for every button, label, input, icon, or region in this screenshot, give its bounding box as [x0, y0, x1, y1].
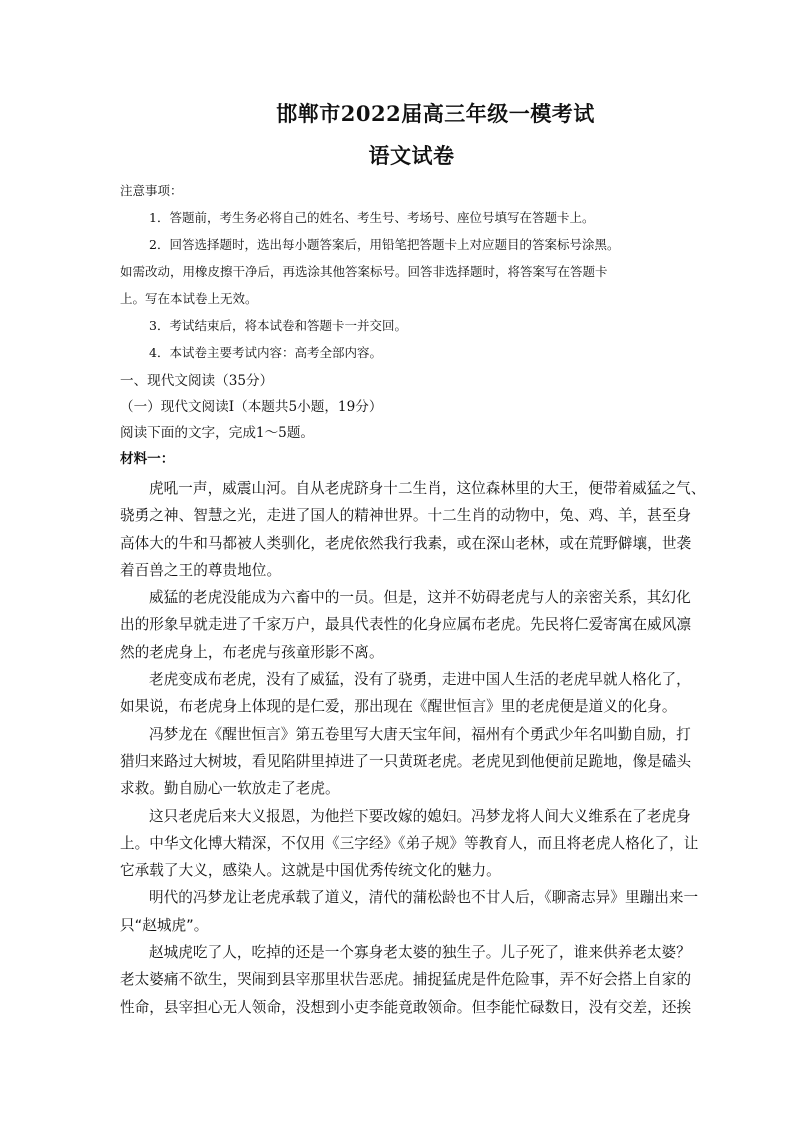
- passage-line: 出的形象早就走进了千家万户，最具代表性的化身应属布老虎。先民将仁爱寄寓在威风凛: [120, 616, 692, 634]
- passage-line: 求救。勤自励心一软放走了老虎。: [120, 780, 340, 798]
- material-label: 材料一：: [120, 451, 175, 467]
- notice-block: [120, 177, 680, 366]
- passage-line: 这只老虎后来大义报恩，为他拦下要改嫁的媳妇。冯梦龙将人间大义维系在了老虎身: [149, 807, 691, 825]
- passage-line: 着百兽之王的尊贵地位。: [120, 561, 282, 579]
- notice-heading: 注意事项：: [120, 183, 183, 198]
- passage-line: 威猛的老虎没能成为六畜中的一员。但是，这并不妨碍老虎与人的亲密关系，其幻化: [149, 589, 691, 607]
- notice-line: 1．答题前，考生务必将自己的姓名、考生号、考场号、座位号填写在答题卡上。: [149, 210, 595, 225]
- exam-title: 邯郸市2022届高三年级一模考试: [276, 101, 595, 126]
- passage-line: 它承载了大义，感染人。这就是中国优秀传统文化的魅力。: [120, 862, 501, 880]
- passage-line: 只“赵城虎”。: [120, 916, 209, 934]
- passage-line: 性命，县宰担心无人领命，没想到小吏李能竟敢领命。但李能忙碌数日，没有交差，还挨: [120, 998, 692, 1016]
- passage-line: 猎归来路过大树坡，看见陷阱里掉进了一只黄斑老虎。老虎见到他便前足跪地，像是磕头: [120, 752, 692, 770]
- passage-line: 然的老虎身上，布老虎与孩童形影不离。: [120, 643, 384, 661]
- part-heading: 一、现代文阅读（35分）: [120, 373, 274, 389]
- passage-line: 上。中华文化博大精深，不仅用《三字经》《弟子规》等教育人，而且将老虎人格化了，让: [120, 834, 699, 852]
- passage-line: 老太婆痛不欲生，哭闹到县宰那里状告恶虎。捕捉猛虎是件危险事，弄不好会搭上自家的: [120, 971, 692, 989]
- reading-passage: [120, 475, 706, 1021]
- notice-line: 如需改动，用橡皮擦干净后，再选涂其他答案标号。回答非选择题时，将答案写在答题卡: [120, 264, 608, 279]
- notice-line: 2．回答选择题时，选出每小题答案后，用铅笔把答题卡上对应题目的答案标号涂黑。: [149, 237, 620, 252]
- instruction-text: 阅读下面的文字，完成1～5题。: [120, 425, 315, 441]
- passage-line: 虎吼一声，威震山河。自从老虎跻身十二生肖，这位森林里的大王，便带着威猛之气、: [149, 480, 706, 497]
- exam-subtitle: 语文试卷: [368, 143, 455, 168]
- passage-line: 如果说，布老虎身上体现的是仁爱，那出现在《醒世恒言》里的老虎便是道义的化身。: [120, 698, 677, 716]
- passage-line: 冯梦龙在《醒世恒言》第五卷里写大唐天宝年间，福州有个勇武少年名叫勤自励，打: [149, 725, 691, 743]
- passage-line: 赵城虎吃了人，吃掉的还是一个寡身老太婆的独生子。儿子死了，谁来供养老太婆？: [149, 944, 691, 962]
- passage-line: 明代的冯梦龙让老虎承载了道义，清代的蒲松龄也不甘人后，《聊斋志异》里蹦出来一: [149, 889, 699, 907]
- passage-line: 骁勇之神、智慧之光，走进了国人的精神世界。十二生肖的动物中，兔、鸡、羊，甚至身: [120, 507, 692, 525]
- section-headings: [120, 368, 680, 472]
- passage-line: 高体大的牛和马都被人类驯化，老虎依然我行我素，或在深山老林，或在荒野僻壤，世袭: [120, 534, 692, 552]
- notice-line: 4．本试卷主要考试内容：高考全部内容。: [149, 345, 382, 360]
- notice-line: 上。写在本试卷上无效。: [120, 291, 258, 306]
- subpart-heading: （一）现代文阅读Ⅰ（本题共5小题，19分）: [120, 399, 383, 415]
- notice-line: 3．考试结束后，将本试卷和答题卡一并交回。: [149, 318, 407, 333]
- passage-line: 老虎变成布老虎，没有了威猛，没有了骁勇，走进中国人生活的老虎早就人格化了，: [149, 671, 691, 689]
